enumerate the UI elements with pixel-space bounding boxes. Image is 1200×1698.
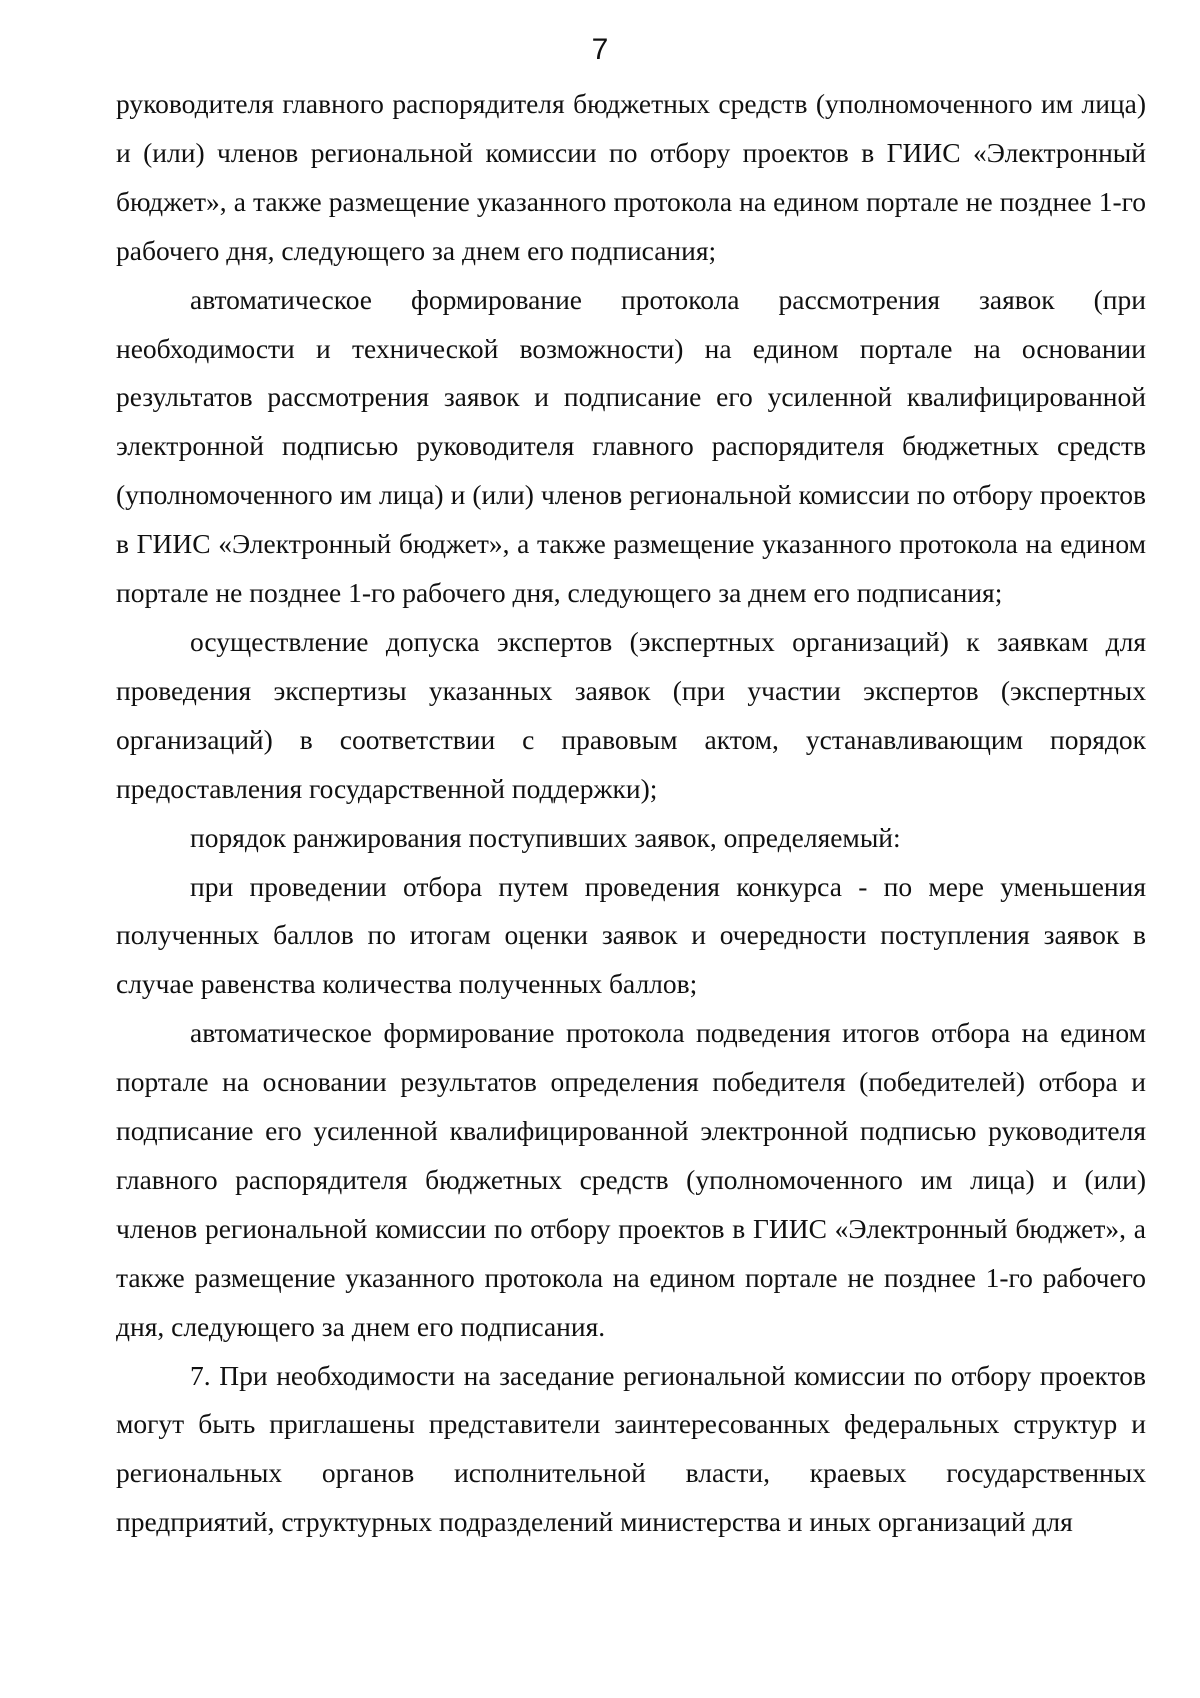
document-body [116,80,1146,1547]
paragraph-contest-ranking: при проведении отбора путем проведения конкурса - по мере уменьшения полученных баллов по итогам оценки заявок и очередности поступления заявок в случае равенства количества полученных баллов; [116,870,1146,1000]
paragraph-continuation: руководителя главного распорядителя бюджетных средств (уполномоченного им лица) и (или) членов региональной комиссии по отбору проектов в ГИИС «Электронный бюджет», а также размещение указанного протокола на едином портале не позднее 1-го рабочего дня, следующего за днем его подписания; [116,88,1146,266]
paragraph-review-protocol: автоматическое формирование протокола рассмотрения заявок (при необходимости и технической возможности) на едином портале на основании результатов рассмотрения заявок и подписание его усиленной квалифицированной электронной подписью руководителя главного распорядителя бюджетных средств (уполномоченного им лица) и (или) членов региональной комиссии по отбору проектов в ГИИС «Электронный бюджет», а также размещение указанного протокола на едином портале не позднее 1-го рабочего дня, следующего за днем его подписания; [116,283,1146,609]
paragraph-results-protocol: автоматическое формирование протокола подведения итогов отбора на едином портале на основании результатов определения победителя (победителей) отбора и подписание его усиленной квалифицированной электронной подписью руководителя главного распорядителя бюджетных средств (уполномоченного им лица) и (или) членов региональной комиссии по отбору проектов в ГИИС «Электронный бюджет», а также размещение указанного протокола на едином портале не позднее 1-го рабочего дня, следующего за днем его подписания. [116,1017,1146,1342]
page-number: 7 [591,33,609,66]
paragraph-item-7: 7. При необходимости на заседание региональной комиссии по отбору проектов могут быть приглашены представители заинтересованных федеральных структур и региональных органов исполнительной власти, краевых государственных предприятий, структурных подразделений министерства и иных организаций для [116,1359,1146,1538]
paragraph-ranking-order: порядок ранжирования поступивших заявок, определяемый: [190,821,901,853]
paragraph-expert-access: осуществление допуска экспертов (экспертных организаций) к заявкам для проведения экспертизы указанных заявок (при участии экспертов (экспертных организаций) в соответствии с правовым актом, устанавливающим порядок предоставления государственной поддержки); [116,625,1146,804]
